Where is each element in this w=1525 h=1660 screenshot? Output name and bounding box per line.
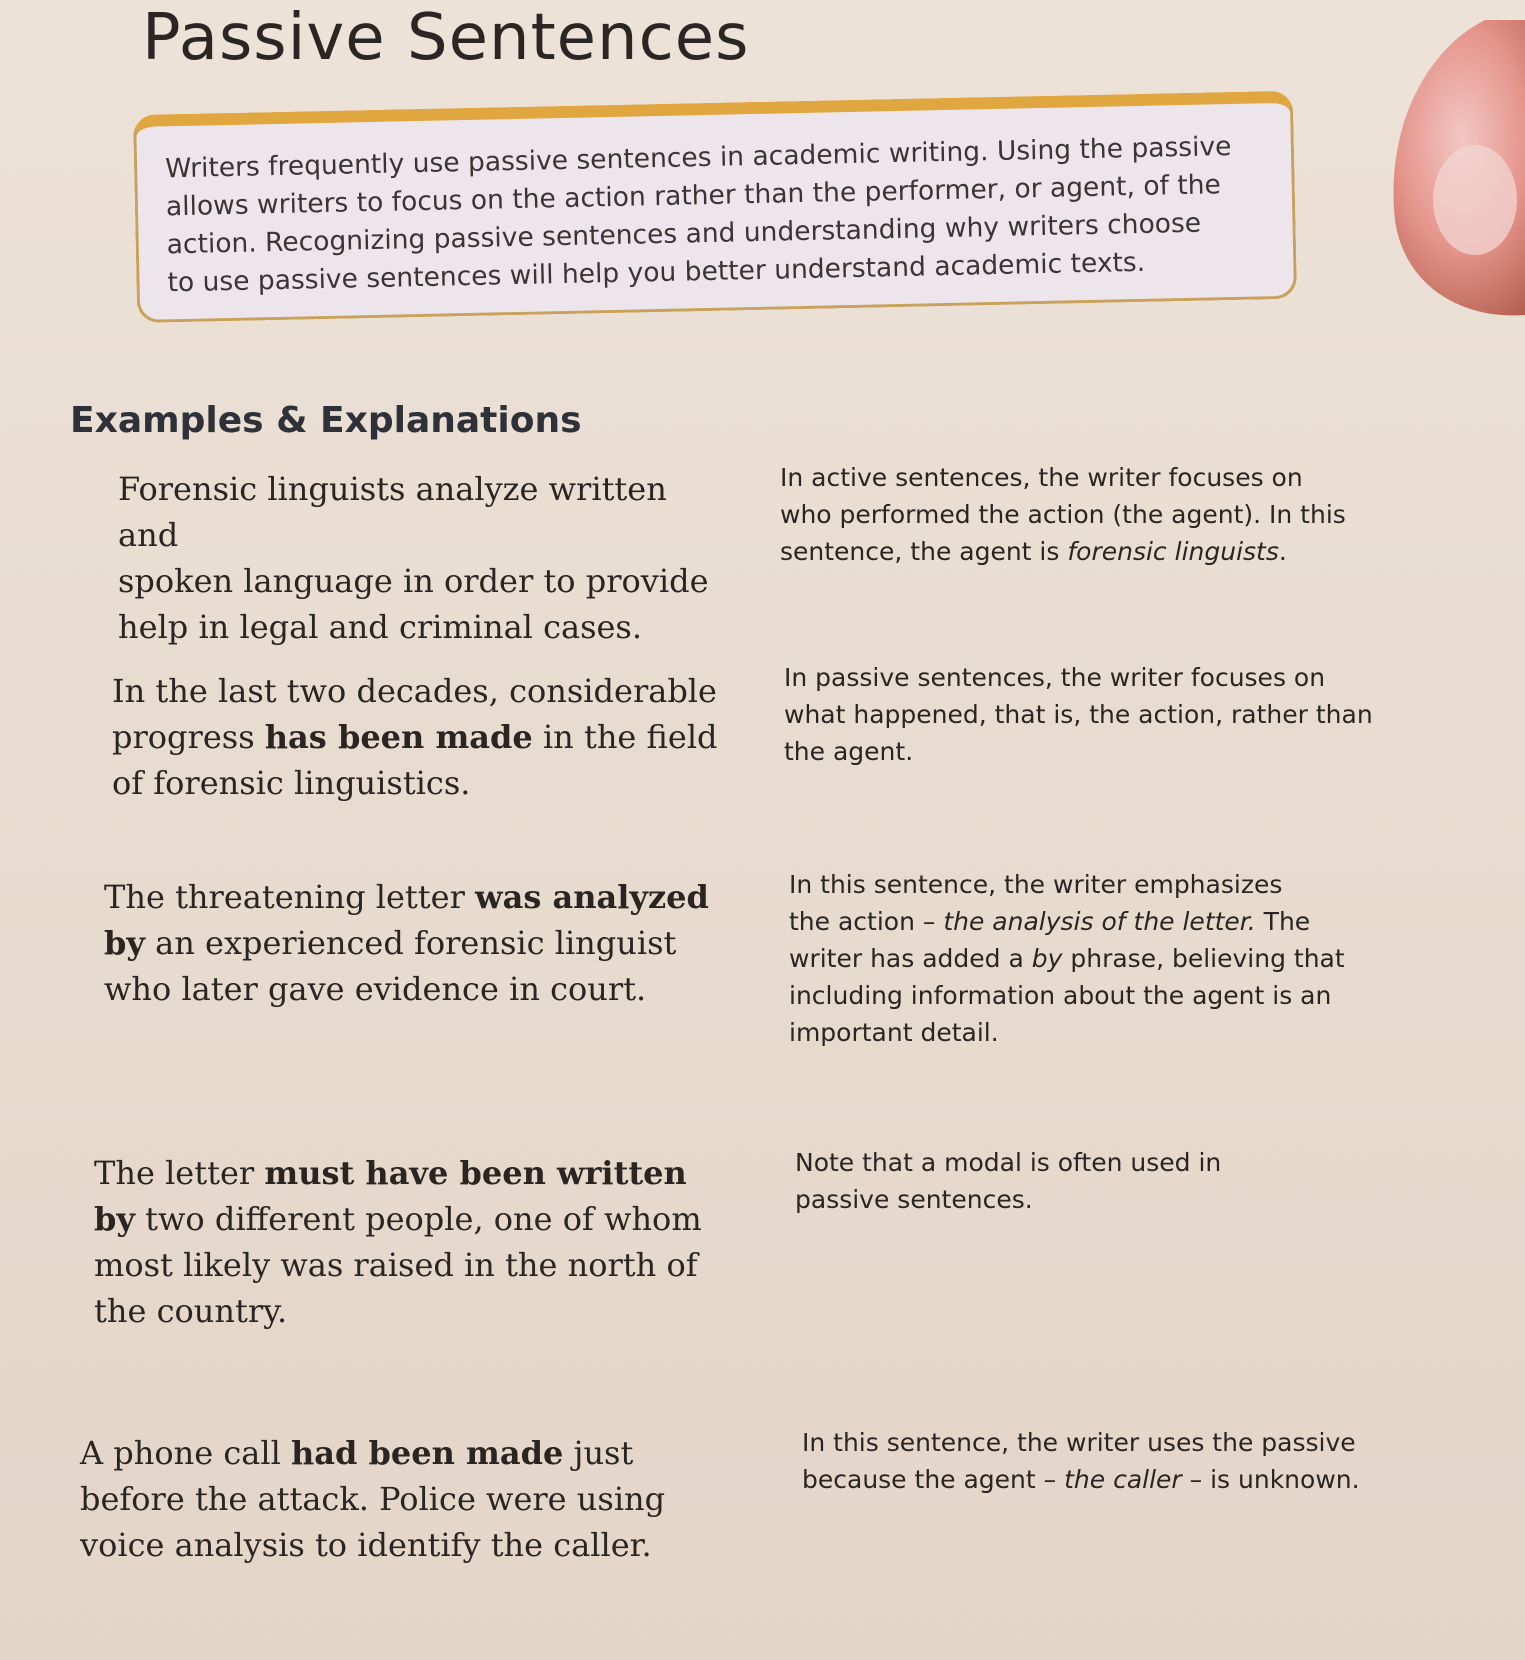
- text-run: help in legal and criminal cases.: [118, 608, 643, 646]
- text-run: Forensic linguists analyze written and: [118, 470, 667, 554]
- text-run: two different people, one of whom: [134, 1200, 702, 1238]
- text-run: The threatening letter: [104, 878, 476, 916]
- explanation-5: [802, 1424, 1442, 1498]
- text-run: In the last two decades, considerable: [112, 672, 717, 710]
- intro-line: to use passive sentences will help you better understand academic texts.: [167, 246, 1146, 299]
- explanation-1: [780, 459, 1420, 570]
- explanation-4: [795, 1144, 1435, 1218]
- text-run: voice analysis to identify the caller.: [80, 1526, 652, 1564]
- example-sentence-3: [104, 874, 714, 1012]
- italic-phrase: the caller: [1064, 1465, 1182, 1494]
- text-run: an experienced forensic linguist: [144, 924, 677, 962]
- text-run: who performed the action (the agent). In this: [780, 500, 1346, 529]
- text-run: spoken language in order to provide: [118, 562, 709, 600]
- example-sentence-4: [94, 1150, 704, 1334]
- text-run: because the agent –: [802, 1465, 1065, 1494]
- bold-passive-verb: has been made: [264, 718, 533, 756]
- explanation-3: [789, 866, 1429, 1051]
- text-run: – is unknown.: [1181, 1465, 1360, 1494]
- text-run: In active sentences, the writer focuses on: [780, 463, 1303, 492]
- text-run: sentence, the agent is: [780, 537, 1068, 566]
- text-run: In this sentence, the writer uses the passive: [802, 1428, 1356, 1457]
- page-title: Passive Sentences: [142, 1, 750, 75]
- text-run: In passive sentences, the writer focuses on: [784, 663, 1326, 692]
- text-run: the agent.: [784, 737, 914, 766]
- section-heading: Examples & Explanations: [70, 400, 582, 441]
- text-run: of forensic linguistics.: [112, 764, 471, 802]
- text-run: .: [1278, 537, 1287, 566]
- bold-passive-verb: by: [94, 1200, 135, 1238]
- thumb-image: [1365, 20, 1525, 320]
- text-run: passive sentences.: [795, 1185, 1033, 1214]
- text-run: important detail.: [789, 1018, 999, 1047]
- bold-passive-verb: had been made: [291, 1434, 564, 1472]
- example-sentence-5: [80, 1430, 690, 1568]
- explanation-2: [784, 659, 1424, 770]
- intro-line: Writers frequently use passive sentences in academic writing. Using the passive: [164, 131, 1232, 185]
- italic-phrase: the analysis of the letter.: [943, 907, 1256, 936]
- bold-passive-verb: was analyzed: [475, 878, 709, 916]
- intro-line: action. Recognizing passive sentences and understanding why writers choose: [166, 207, 1202, 261]
- example-sentence-2: [112, 668, 722, 806]
- intro-line: allows writers to focus on the action rather than the performer, or agent, of the: [165, 169, 1222, 223]
- italic-phrase: by: [1031, 944, 1063, 973]
- text-run: The letter: [94, 1154, 265, 1192]
- text-run: phrase, believing that: [1062, 944, 1345, 973]
- text-run: writer has added a: [789, 944, 1032, 973]
- text-run: who later gave evidence in court.: [104, 970, 647, 1008]
- text-run: before the attack. Police were using: [80, 1480, 666, 1518]
- text-run: the country.: [94, 1292, 288, 1330]
- italic-phrase: forensic linguists: [1067, 537, 1279, 566]
- bold-passive-verb: by: [104, 924, 145, 962]
- text-run: most likely was raised in the north of: [94, 1246, 698, 1284]
- bold-passive-verb: must have been written: [264, 1154, 687, 1192]
- text-run: Note that a modal is often used in: [795, 1148, 1222, 1177]
- text-run: The: [1255, 907, 1311, 936]
- text-run: just: [563, 1434, 634, 1472]
- text-run: what happened, that is, the action, rather than: [784, 700, 1373, 729]
- text-run: in the field: [532, 718, 718, 756]
- text-run: including information about the agent is an: [789, 981, 1332, 1010]
- intro-box: [133, 91, 1297, 323]
- text-run: progress: [112, 718, 265, 756]
- text-run: the action –: [789, 907, 944, 936]
- intro-text: [165, 127, 1264, 302]
- text-run: A phone call: [80, 1434, 291, 1472]
- text-run: In this sentence, the writer emphasizes: [789, 870, 1283, 899]
- example-sentence-1: [118, 466, 728, 650]
